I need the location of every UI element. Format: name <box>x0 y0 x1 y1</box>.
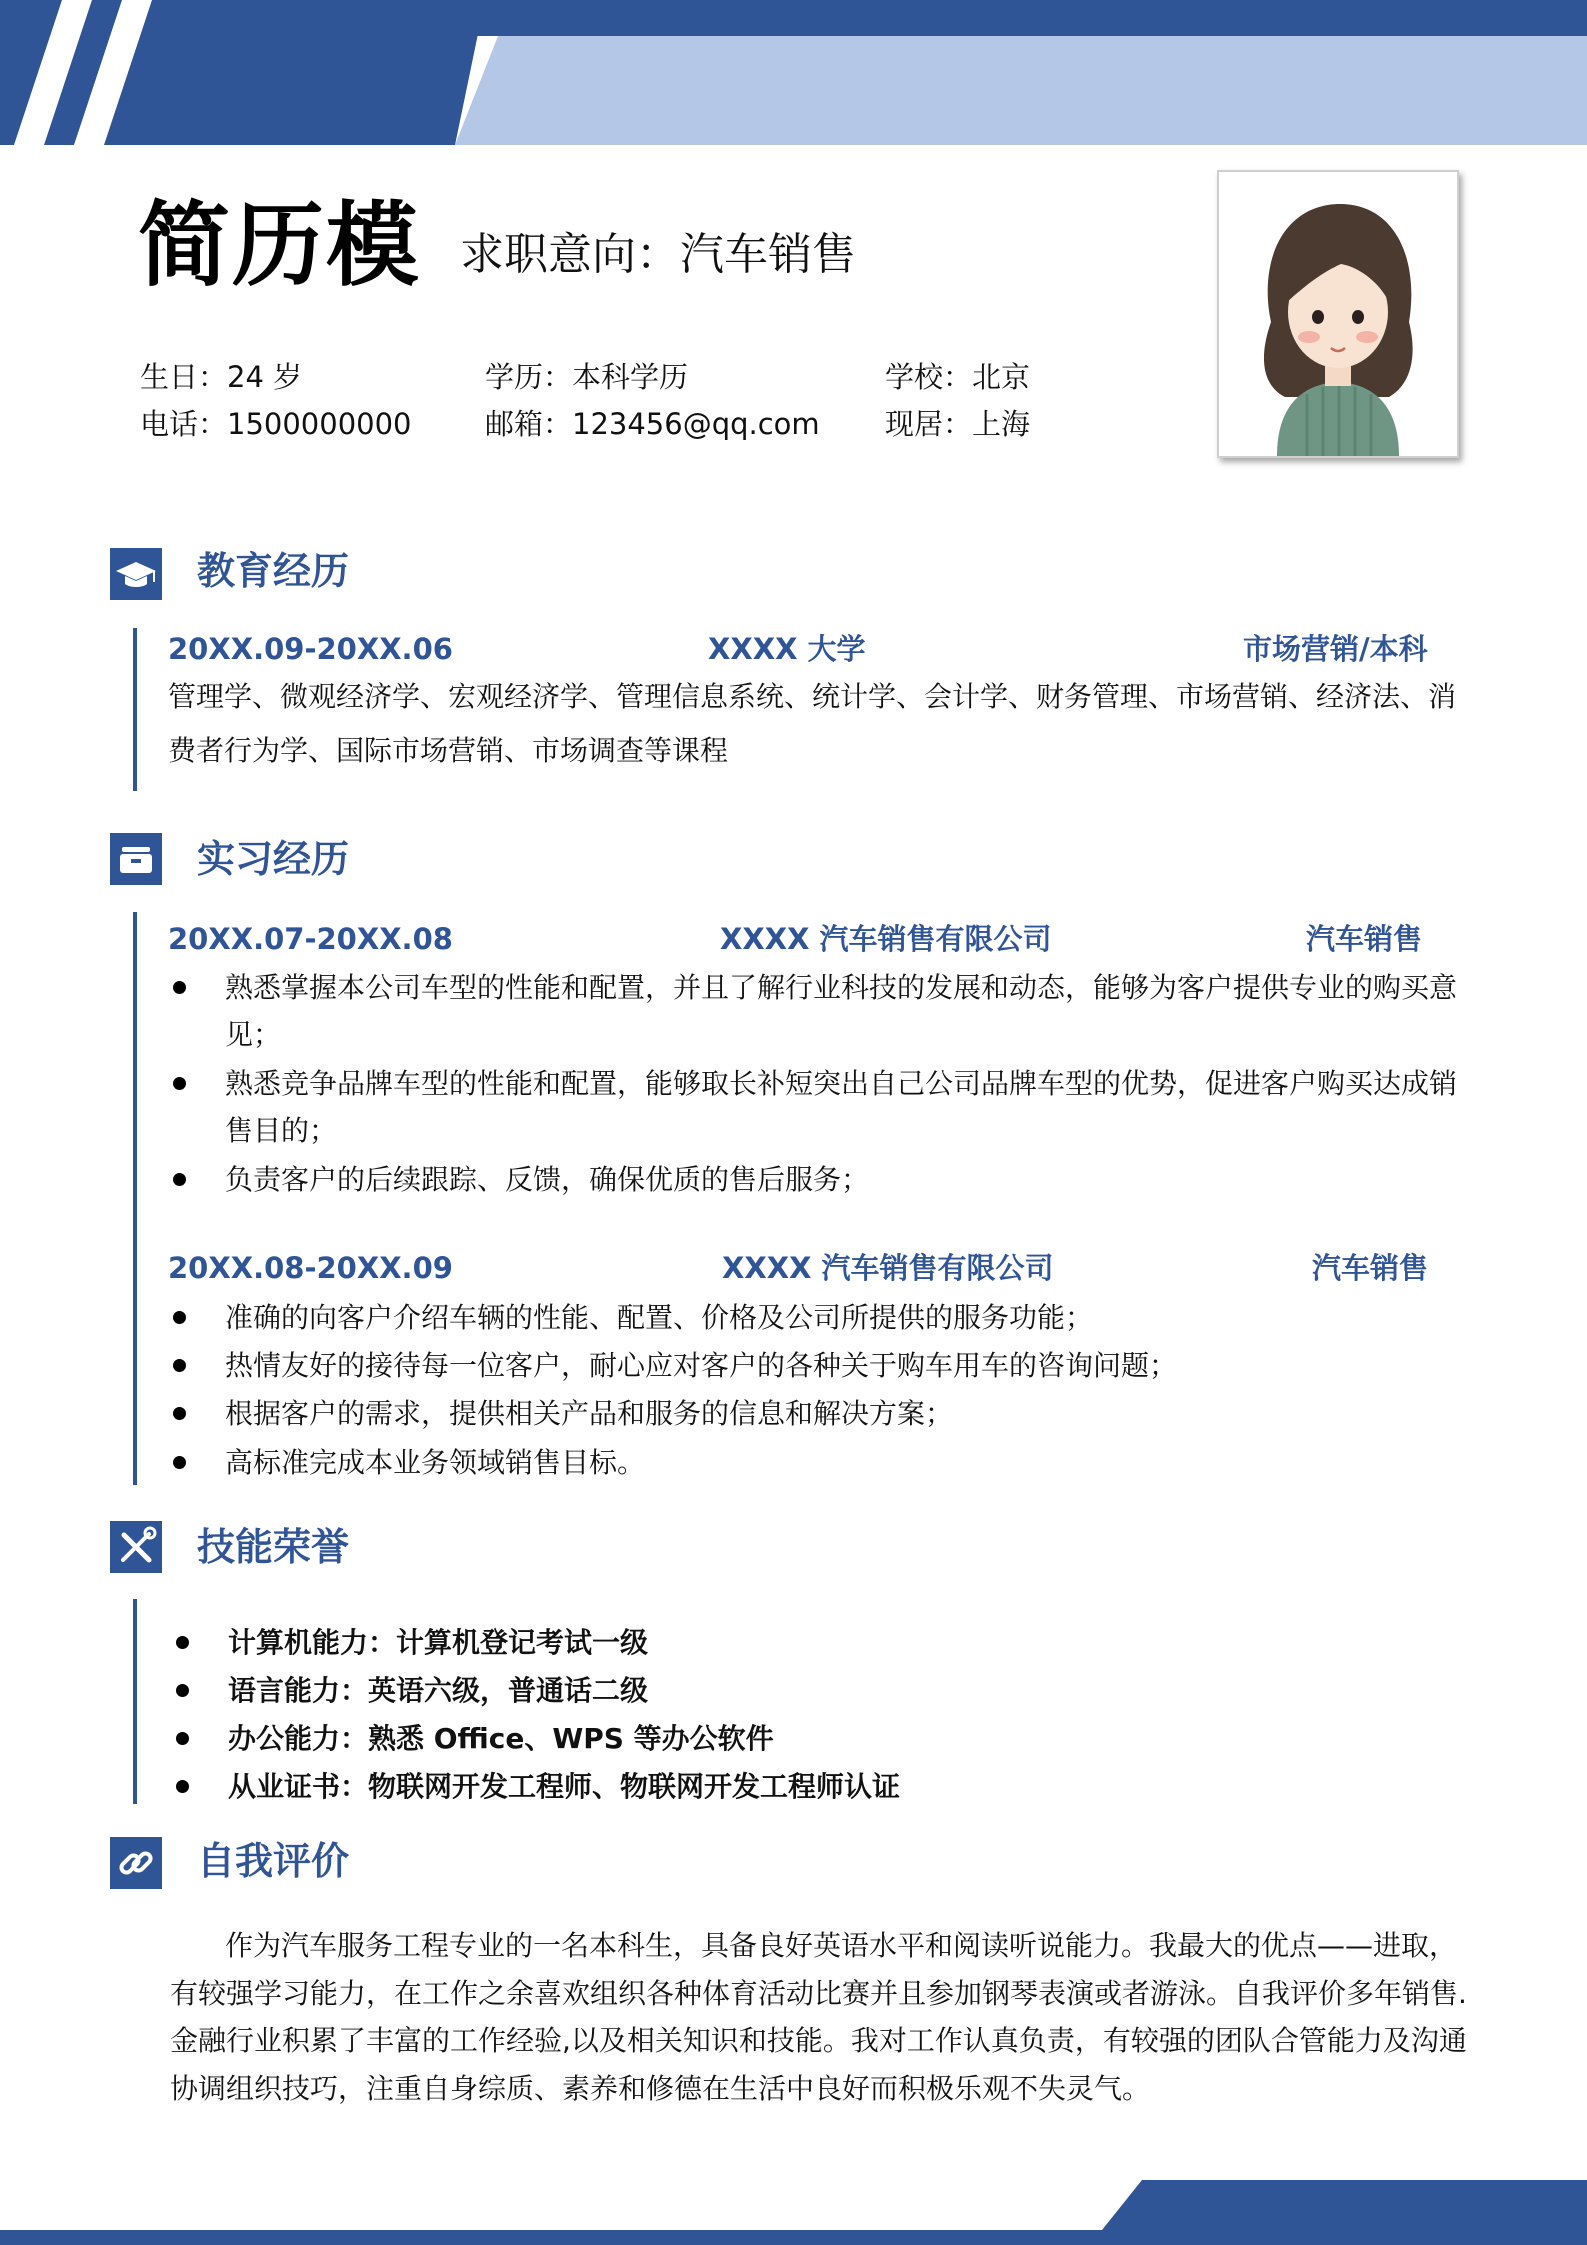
bullet-dot <box>173 1173 186 1186</box>
education-courses-line-1: 管理学、微观经济学、宏观经济学、管理信息系统、统计学、会计学、财务管理、市场营销、经济法、消 <box>168 680 1457 713</box>
bullet-dot <box>176 1732 189 1745</box>
self-evaluation-line-2: 有较强学习能力，在工作之余喜欢组织各种体育活动比赛并且参加钢琴表演或者游泳。自我评价多年销售. <box>170 1977 1467 2010</box>
self-evaluation-line-3: 金融行业积累了丰富的工作经验,以及相关知识和技能。我对工作认真负责，有较强的团队合管能力及沟通 <box>170 2024 1467 2057</box>
info-education: 学历：本科学历 <box>485 360 689 394</box>
skill-item-2: 语言能力：英语六级，普通话二级 <box>228 1674 649 1707</box>
bullet-dot <box>173 1456 186 1469</box>
education-major: 市场营销/本科 <box>1243 632 1428 666</box>
skill-item-3: 办公能力：熟悉 Office、WPS 等办公软件 <box>228 1722 774 1755</box>
section-title-skills: 技能荣誉 <box>197 1525 350 1569</box>
info-residence: 现居：上海 <box>885 407 1031 441</box>
job-2-bullet-2: 热情友好的接待每一位客户，耐心应对客户的各种关于购车用车的咨询问题； <box>225 1349 1178 1382</box>
skill-item-1: 计算机能力：计算机登记考试一级 <box>228 1626 649 1659</box>
info-birthday: 生日：24 岁 <box>140 360 303 394</box>
bullet-dot <box>176 1636 189 1649</box>
graduation-cap-icon <box>110 548 162 600</box>
profile-photo <box>1217 170 1459 458</box>
education-timeline-line <box>133 628 137 791</box>
bullet-dot <box>173 981 186 994</box>
job-2-role: 汽车销售 <box>1312 1251 1429 1285</box>
job-intent: 求职意向：汽车销售 <box>460 229 856 280</box>
avatar-illustration-icon <box>1219 172 1457 456</box>
job-2-bullet-4: 高标准完成本业务领域销售目标。 <box>225 1446 646 1479</box>
link-icon <box>110 1837 162 1889</box>
bullet-dot <box>176 1684 189 1697</box>
top-banner <box>0 0 1587 145</box>
bullet-dot <box>173 1407 186 1420</box>
section-title-internship: 实习经历 <box>197 837 350 881</box>
job-1-bullet-1-line-1: 熟悉掌握本公司车型的性能和配置，并且了解行业科技的发展和动态，能够为客户提供专业的购买意 <box>225 971 1458 1004</box>
job-2-bullet-3: 根据客户的需求，提供相关产品和服务的信息和解决方案； <box>225 1397 954 1430</box>
info-email: 邮箱：123456@qq.com <box>485 407 820 441</box>
education-school: XXXX 大学 <box>708 632 866 666</box>
job-2-bullet-1: 准确的向客户介绍车辆的性能、配置、价格及公司所提供的服务功能； <box>225 1301 1094 1334</box>
info-school: 学校：北京 <box>885 360 1031 394</box>
education-courses-line-2: 费者行为学、国际市场营销、市场调查等课程 <box>168 734 729 767</box>
job-1-role: 汽车销售 <box>1306 922 1423 956</box>
job-1-bullet-3: 负责客户的后续跟踪、反馈，确保优质的售后服务； <box>225 1163 870 1196</box>
internship-timeline-line <box>133 912 137 1485</box>
bullet-dot <box>173 1311 186 1324</box>
bottom-banner <box>0 2180 1587 2245</box>
education-date: 20XX.09-20XX.06 <box>168 632 453 666</box>
self-evaluation-line-4: 协调组织技巧，注重自身综质、素养和修德在生活中良好而积极乐观不失灵气。 <box>170 2072 1151 2105</box>
skill-item-4: 从业证书：物联网开发工程师、物联网开发工程师认证 <box>228 1770 901 1803</box>
section-title-self-evaluation: 自我评价 <box>197 1839 350 1883</box>
resume-name: 简历模 <box>138 192 421 299</box>
job-2-company: XXXX 汽车销售有限公司 <box>722 1251 1054 1285</box>
self-evaluation-line-1: 作为汽车服务工程专业的一名本科生，具备良好英语水平和阅读听说能力。我最大的优点——进取， <box>225 1929 1458 1962</box>
skills-timeline-line <box>133 1599 137 1804</box>
tools-icon <box>110 1521 162 1573</box>
info-phone: 电话：1500000000 <box>140 407 412 441</box>
bullet-dot <box>173 1077 186 1090</box>
job-1-bullet-2-line-2: 售目的； <box>225 1114 338 1147</box>
job-1-bullet-2-line-1: 熟悉竞争品牌车型的性能和配置，能够取长补短突出自己公司品牌车型的优势，促进客户购买达成销 <box>225 1067 1458 1100</box>
job-1-bullet-1-line-2: 见； <box>225 1018 282 1051</box>
bullet-dot <box>173 1359 186 1372</box>
job-1-date: 20XX.07-20XX.08 <box>168 922 453 956</box>
job-1-company: XXXX 汽车销售有限公司 <box>720 922 1052 956</box>
briefcase-icon <box>110 833 162 885</box>
bullet-dot <box>176 1780 189 1793</box>
section-title-education: 教育经历 <box>197 549 350 593</box>
job-2-date: 20XX.08-20XX.09 <box>168 1251 453 1285</box>
